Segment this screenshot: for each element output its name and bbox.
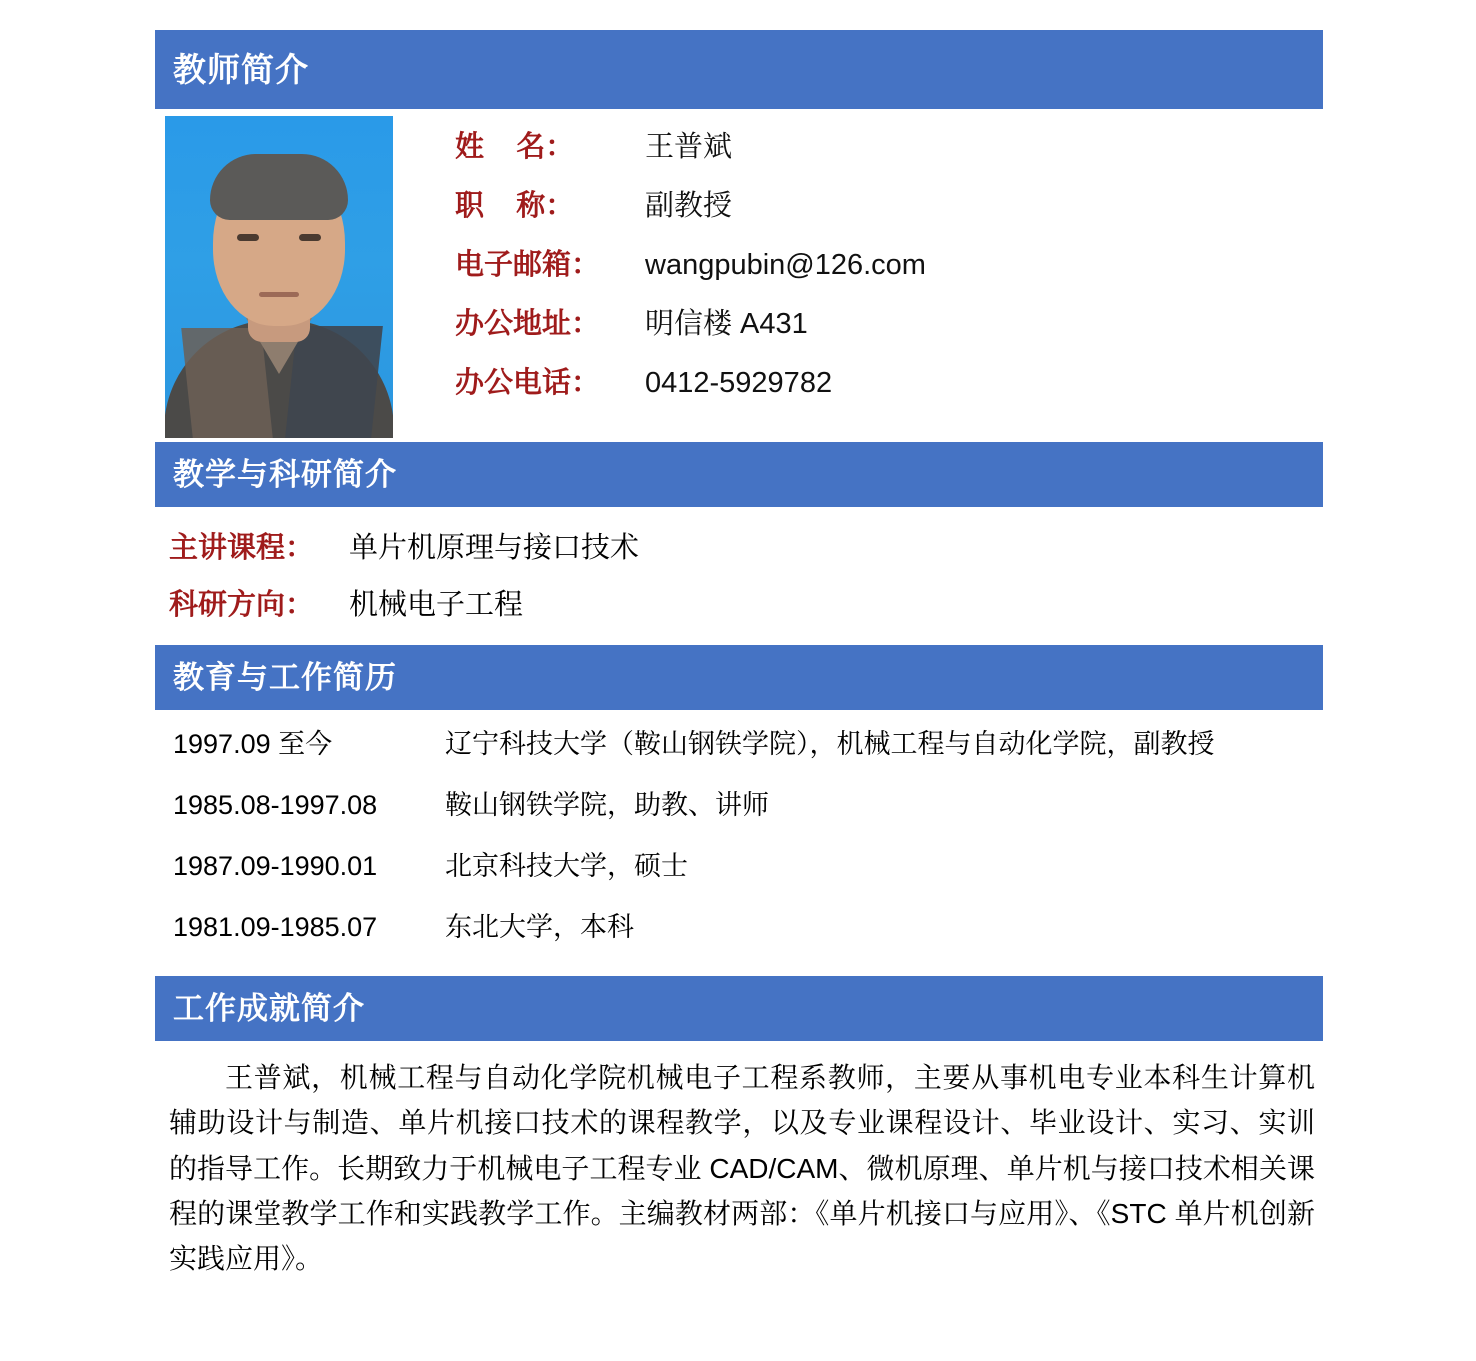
section-header-achievement: 工作成就简介 <box>155 976 1323 1041</box>
teaching-label: 科研方向： <box>169 589 315 621</box>
document-content <box>155 30 1323 1282</box>
profile-field-phone <box>455 360 926 401</box>
resume-row <box>173 722 1323 761</box>
teaching-block <box>155 507 1323 645</box>
field-label: 办公电话： <box>455 367 601 399</box>
resume-period: 1985.08-1997.08 <box>173 790 378 820</box>
resume-period: 1981.09-1985.07 <box>173 912 378 942</box>
photo-eye-left <box>237 234 259 241</box>
resume-description: 东北大学，本科 <box>445 912 634 942</box>
profile-field-office <box>455 301 926 342</box>
photo-eye-right <box>299 234 321 241</box>
field-value: 0412-5929782 <box>645 367 833 399</box>
teaching-row-research <box>169 582 1323 623</box>
photo-mouth <box>259 292 299 297</box>
teaching-value: 单片机原理与接口技术 <box>349 532 640 564</box>
resume-description: 辽宁科技大学（鞍山钢铁学院），机械工程与自动化学院，副教授 <box>445 729 1215 759</box>
resume-row <box>173 844 1323 883</box>
section-header-resume: 教育与工作简历 <box>155 645 1323 710</box>
profile-field-email <box>455 242 926 283</box>
resume-row <box>173 905 1323 944</box>
profile-fields <box>455 116 926 419</box>
field-label: 电子邮箱： <box>455 249 601 281</box>
section-header-teaching: 教学与科研简介 <box>155 442 1323 507</box>
resume-period: 1987.09-1990.01 <box>173 851 378 881</box>
profile-block <box>155 109 1323 442</box>
photo-shirt-left <box>181 328 273 438</box>
field-value: 副教授 <box>645 190 733 222</box>
field-label: 办公地址： <box>455 308 601 340</box>
teaching-label: 主讲课程： <box>169 532 315 564</box>
profile-field-title <box>455 183 926 224</box>
resume-row <box>173 783 1323 822</box>
resume-period: 1997.09 至今 <box>173 729 333 759</box>
resume-description: 北京科技大学，硕士 <box>445 851 688 881</box>
field-label: 姓 名： <box>455 131 575 163</box>
teaching-row-courses <box>169 525 1323 566</box>
field-label: 职 称： <box>455 190 575 222</box>
field-value: 明信楼 A431 <box>645 308 808 340</box>
field-value[interactable]: wangpubin@126.com <box>645 249 926 281</box>
resume-block <box>155 710 1323 976</box>
field-value: 王普斌 <box>645 131 733 163</box>
photo-shirt-right <box>285 326 383 438</box>
resume-description: 鞍山钢铁学院，助教、讲师 <box>445 790 769 820</box>
section-header-profile: 教师简介 <box>155 30 1323 109</box>
photo-hair <box>210 154 348 220</box>
teacher-photo <box>165 116 393 438</box>
achievement-paragraph: 王普斌，机械工程与自动化学院机械电子工程系教师，主要从事机电专业本科生计算机辅助设计与制造、单片机接口技术的课程教学，以及专业课程设计、毕业设计、实习、实训的指导工作。长期致力于机械电子工程专业 CAD/CAM、微机原理、单片机与接口技术相关课程的课堂教学工作和实践教学工作。主编教材两部：《单片机接口与应用》、《STC 单片机创新实践应用》。 <box>169 1062 1315 1275</box>
profile-field-name <box>455 124 926 165</box>
teaching-value: 机械电子工程 <box>349 589 524 621</box>
